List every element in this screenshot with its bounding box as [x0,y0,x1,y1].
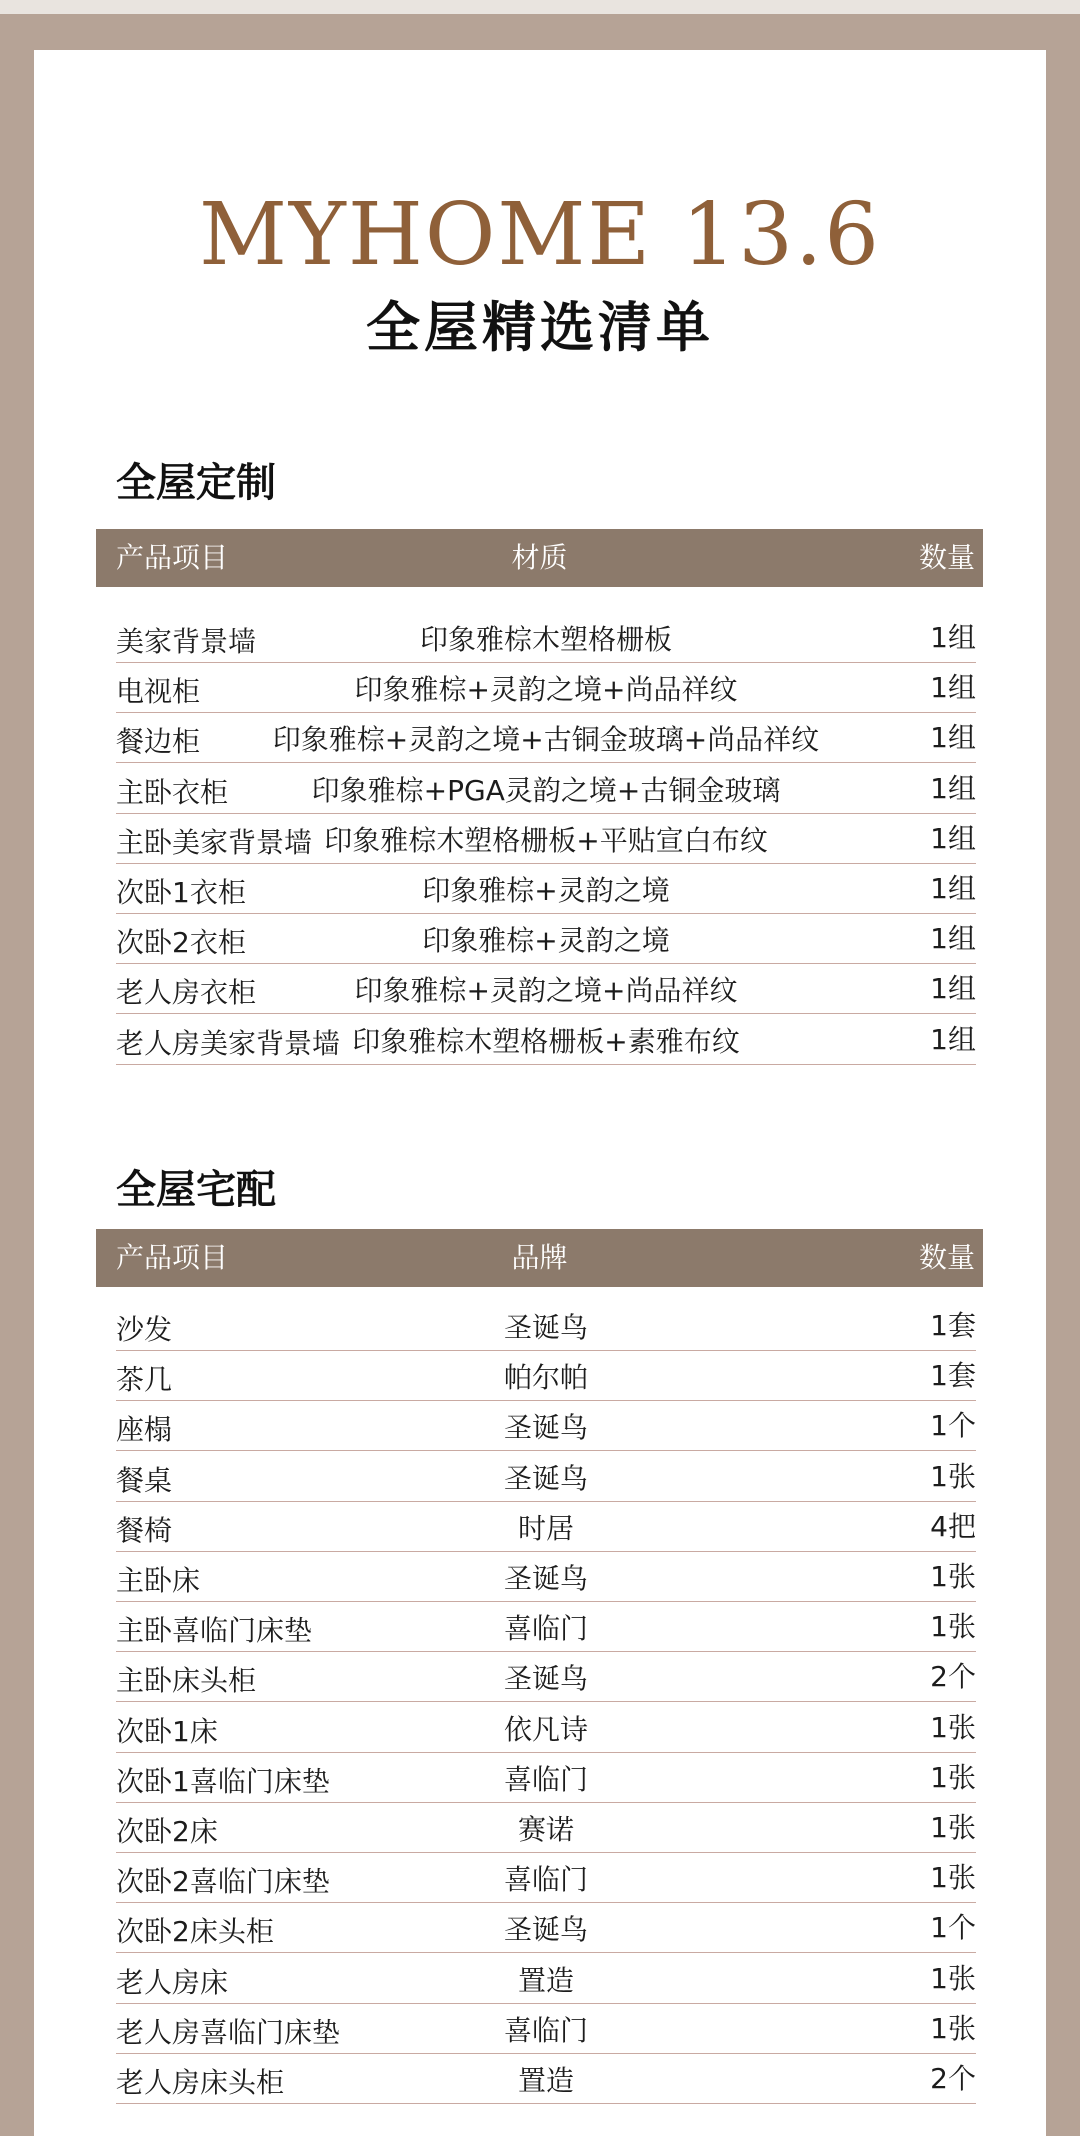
row-brand: 圣诞鸟 [503,1913,588,1947]
row-brand: 喜临门 [503,1612,588,1646]
row-qty: 1组 [930,972,976,1006]
table-row [116,663,976,713]
row-qty: 1张 [930,1861,976,1895]
table-row [116,713,976,763]
row-brand: 赛诺 [517,1813,574,1846]
row-brand: 喜临门 [503,2013,588,2047]
furnish-section-title: 全屋宅配 [116,1166,276,1213]
row-material: 印象雅棕+灵韵之境+尚品祥纹 [354,673,738,707]
table-row [116,1401,976,1451]
row-item: 主卧床 [116,1564,201,1597]
table-row [116,1652,976,1702]
row-material: 印象雅棕+灵韵之境+尚品祥纹 [354,974,738,1008]
row-brand: 喜临门 [503,1863,588,1897]
row-qty: 1套 [930,1309,976,1342]
row-item: 茶几 [116,1363,173,1397]
row-item: 次卧1衣柜 [116,876,246,909]
table-row [116,1602,976,1652]
table-row [116,1803,976,1853]
row-item: 次卧1床 [116,1714,218,1748]
row-brand: 时居 [517,1511,574,1545]
row-item: 主卧床头柜 [116,1664,257,1698]
table-row [116,2004,976,2054]
row-material: 印象雅棕+灵韵之境+古铜金玻璃+尚品祥纹 [272,723,820,757]
row-item: 主卧喜临门床垫 [116,1614,313,1648]
row-qty: 1组 [930,671,976,705]
row-qty: 1张 [930,1610,976,1644]
row-brand: 圣诞鸟 [503,1562,588,1595]
row-brand: 圣诞鸟 [503,1411,588,1445]
row-qty: 1组 [930,621,976,654]
row-material: 印象雅棕木塑格栅板+素雅布纹 [352,1024,740,1058]
row-material: 印象雅棕木塑格栅板 [419,623,672,656]
table-row [116,1954,976,2004]
row-brand: 圣诞鸟 [503,1662,588,1696]
row-qty: 1张 [930,1961,976,1995]
row-item: 沙发 [116,1313,173,1346]
row-qty: 1组 [930,1022,976,1056]
row-item: 次卧2床头柜 [116,1915,274,1949]
custom-table-header [96,529,983,587]
top-band [0,0,1080,14]
row-qty: 1套 [930,1359,976,1393]
table-row [116,914,976,964]
row-qty: 1组 [930,721,976,755]
row-item: 电视柜 [116,675,201,709]
table-row [116,1552,976,1602]
row-brand: 依凡诗 [503,1712,588,1746]
table-row [116,964,976,1014]
row-qty: 1张 [930,1811,976,1844]
row-material: 印象雅棕+PGA灵韵之境+古铜金玻璃 [311,773,781,807]
row-qty: 1组 [930,821,976,855]
furnish-col-item: 产品项目 [116,1241,229,1274]
custom-section-title: 全屋定制 [116,459,276,506]
table-row [116,613,976,663]
row-item: 主卧衣柜 [116,775,229,809]
page-subtitle: 全屋精选清单 [366,295,714,359]
row-item: 座榻 [116,1413,173,1447]
row-qty: 4把 [930,1509,976,1543]
row-brand: 置造 [517,1963,574,1997]
row-qty: 1组 [930,922,976,956]
table-row [116,1853,976,1903]
furnish-table-header [96,1229,983,1287]
row-material: 印象雅棕+灵韵之境 [422,924,670,958]
row-brand: 圣诞鸟 [503,1461,588,1495]
table-row [116,1753,976,1803]
custom-col-material: 材质 [511,541,568,574]
row-item: 老人房床头柜 [116,2066,285,2099]
table-row [116,1015,976,1065]
row-item: 老人房喜临门床垫 [116,2015,341,2049]
row-qty: 1张 [930,1459,976,1493]
row-item: 餐边柜 [116,725,201,759]
table-row [116,1703,976,1753]
row-qty: 1组 [930,872,976,905]
row-brand: 帕尔帕 [503,1361,588,1395]
row-qty: 1张 [930,1760,976,1794]
custom-col-item: 产品项目 [116,541,229,574]
row-brand: 喜临门 [503,1762,588,1796]
row-qty: 2个 [930,2062,976,2095]
table-row [116,1903,976,1953]
row-qty: 1个 [930,1409,976,1443]
row-item: 餐桌 [116,1463,173,1497]
row-brand: 圣诞鸟 [503,1311,588,1344]
row-brand: 置造 [517,2064,574,2097]
furnish-col-qty: 数量 [918,1241,975,1274]
table-row [116,864,976,914]
table-row [116,1351,976,1401]
row-item: 老人房衣柜 [116,976,257,1010]
row-item: 美家背景墙 [116,625,257,658]
furnish-col-brand: 品牌 [511,1241,568,1274]
table-row [116,1301,976,1351]
table-row [116,2054,976,2104]
row-qty: 1张 [930,1710,976,1744]
row-item: 次卧2喜临门床垫 [116,1865,330,1899]
row-item: 次卧2衣柜 [116,926,246,960]
row-material: 印象雅棕+灵韵之境 [422,874,670,907]
row-item: 餐椅 [116,1513,173,1547]
table-row [116,814,976,864]
table-row [116,764,976,814]
row-item: 老人房美家背景墙 [116,1026,341,1060]
row-item: 老人房床 [116,1965,229,1999]
custom-col-qty: 数量 [918,541,975,574]
row-qty: 2个 [930,1660,976,1694]
row-qty: 1张 [930,2011,976,2045]
row-item: 主卧美家背景墙 [116,825,313,859]
table-row [116,1452,976,1502]
row-item: 次卧1喜临门床垫 [116,1764,330,1798]
brand-title: MYHOME 13.6 [199,185,881,285]
row-material: 印象雅棕木塑格栅板+平贴宣白布纹 [324,823,768,857]
table-row [116,1502,976,1552]
row-qty: 1组 [930,771,976,805]
row-qty: 1张 [930,1560,976,1593]
row-qty: 1个 [930,1911,976,1945]
row-item: 次卧2床 [116,1815,218,1848]
